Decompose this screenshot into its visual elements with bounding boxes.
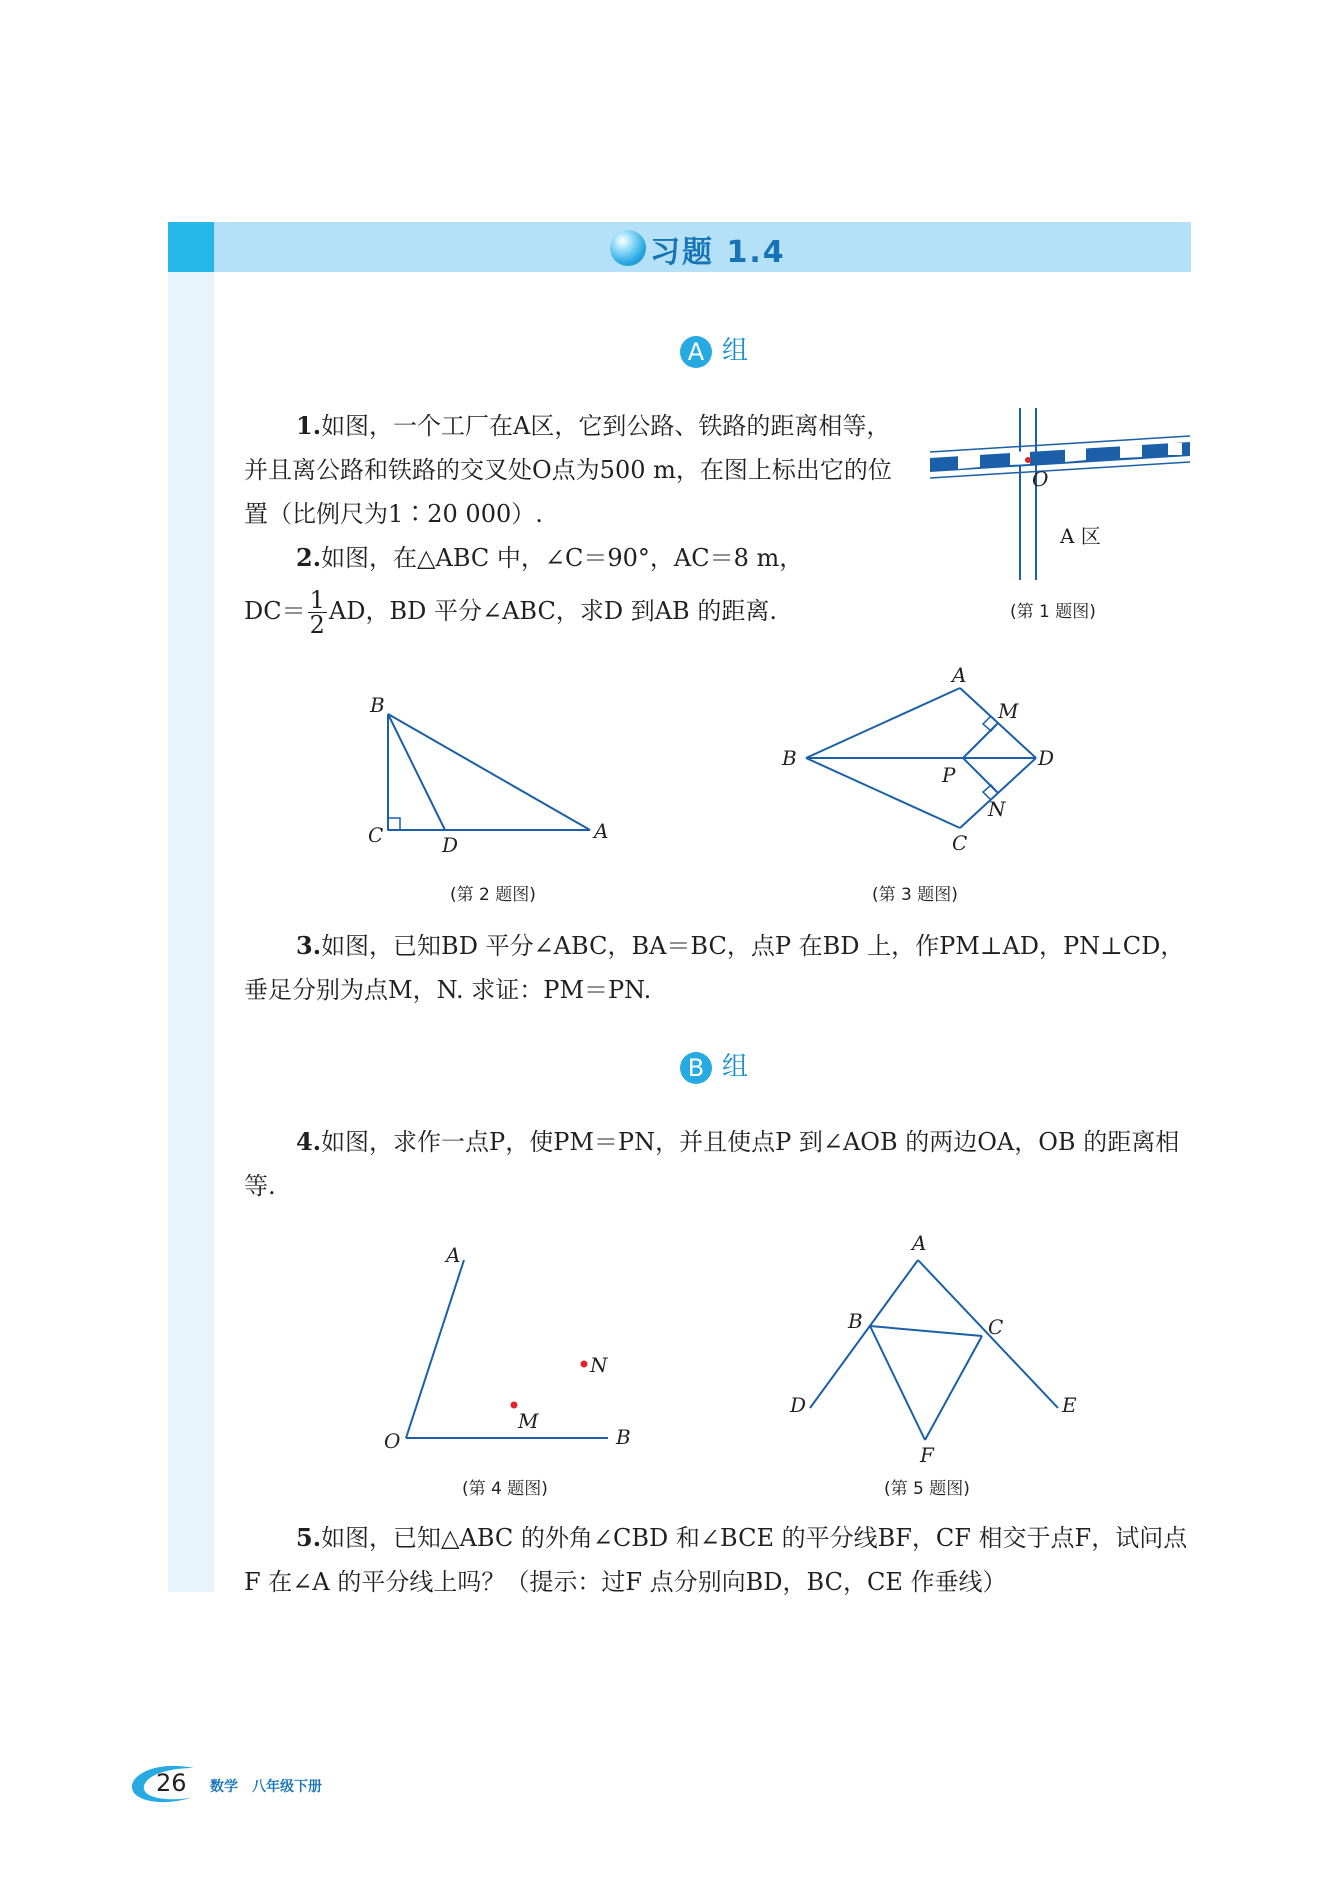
figure-3-caption: (第 3 题图)	[872, 885, 958, 905]
figure-4	[370, 1240, 650, 1450]
label-A: A	[594, 819, 609, 843]
question-2-text-b-post: AD，BD 平分∠ABC，求D 到AB 的距离.	[328, 597, 777, 625]
fraction-numerator: 1	[309, 586, 325, 614]
question-3-number: 3.	[296, 931, 322, 960]
group-a-badge: A	[680, 336, 712, 368]
title-tab	[168, 222, 214, 272]
question-2-line1	[244, 536, 892, 580]
figure-2-caption: (第 2 题图)	[450, 885, 536, 905]
label-C: C	[368, 823, 384, 847]
label-O: O	[1032, 467, 1049, 491]
label-F: F	[920, 1443, 934, 1467]
label-N: N	[590, 1353, 608, 1377]
fraction-denominator: 2	[309, 611, 325, 639]
question-2-text-b-pre: DC＝	[244, 597, 306, 625]
question-1-number: 1.	[296, 411, 322, 440]
label-D: D	[790, 1393, 807, 1417]
label-B: B	[616, 1425, 631, 1449]
group-b-badge: B	[680, 1052, 712, 1084]
label-A: A	[446, 1243, 461, 1267]
figure-5	[780, 1228, 1090, 1468]
label-E: E	[1062, 1393, 1077, 1417]
label-D: D	[442, 833, 459, 857]
group-b-label: 组	[722, 1052, 749, 1082]
label-D: D	[1038, 746, 1055, 770]
figure-5-caption: (第 5 题图)	[884, 1479, 970, 1499]
question-3	[244, 924, 1194, 1012]
label-A: A	[912, 1231, 927, 1255]
right-angle-mark	[388, 818, 400, 830]
label-C: C	[952, 831, 968, 855]
question-1	[244, 404, 892, 536]
question-4-text: 如图，求作一点P，使PM＝PN，并且使点P 到∠AOB 的两边OA，OB 的距离相等.	[244, 1128, 1180, 1200]
group-a-heading	[680, 330, 748, 368]
label-M: M	[518, 1409, 539, 1433]
label-A: A	[952, 664, 967, 687]
label-B: B	[848, 1309, 863, 1333]
label-M: M	[998, 699, 1019, 723]
question-5	[244, 1516, 1194, 1604]
figure-1	[920, 400, 1200, 590]
question-2-line2	[244, 588, 944, 637]
question-4	[244, 1120, 1194, 1208]
question-5-text: 如图，已知△ABC 的外角∠CBD 和∠BCE 的平分线BF，CF 相交于点F，试问点F 在∠A 的平分线上吗？（提示：过F 点分别向BD，BC，CE 作垂线）	[244, 1524, 1188, 1596]
footer-book-title: 数学 八年级下册	[210, 1779, 322, 1795]
question-4-number: 4.	[296, 1127, 322, 1156]
sidebar-strip	[168, 270, 214, 1592]
question-3-text: 如图，已知BD 平分∠ABC，BA＝BC，点P 在BD 上，作PM⊥AD，PN⊥CD，垂足分别为点M，N. 求证：PM＝PN.	[244, 932, 1185, 1004]
figure-3	[780, 664, 1060, 864]
point-O	[1025, 457, 1031, 463]
fraction-one-half	[308, 588, 327, 637]
label-O: O	[384, 1429, 401, 1450]
group-a-label: 组	[722, 336, 749, 366]
question-1-text: 如图，一个工厂在A区，它到公路、铁路的距离相等，并且离公路和铁路的交叉处O点为500 m，在图上标出它的位置（比例尺为1∶20 000）.	[244, 412, 892, 528]
label-B: B	[370, 693, 385, 717]
point-N	[581, 1361, 588, 1368]
label-P: P	[942, 763, 956, 787]
figure-4-caption: (第 4 题图)	[462, 1479, 548, 1499]
figure-1-caption: (第 1 题图)	[1010, 602, 1096, 622]
page-number: 26	[156, 1769, 187, 1797]
question-5-number: 5.	[296, 1523, 322, 1552]
label-N: N	[988, 797, 1006, 821]
label-C: C	[988, 1315, 1004, 1339]
question-2-number: 2.	[296, 543, 322, 572]
page-title: 习题 1.4	[650, 235, 786, 270]
question-2-text-a: 如图，在△ABC 中，∠C＝90°，AC＝8 m，	[321, 544, 804, 572]
point-M	[511, 1402, 518, 1409]
sphere-icon	[610, 230, 646, 266]
group-b-heading	[680, 1046, 748, 1084]
figure-2	[360, 690, 620, 860]
label-A-zone: A 区	[1060, 524, 1101, 548]
label-B: B	[782, 746, 797, 770]
